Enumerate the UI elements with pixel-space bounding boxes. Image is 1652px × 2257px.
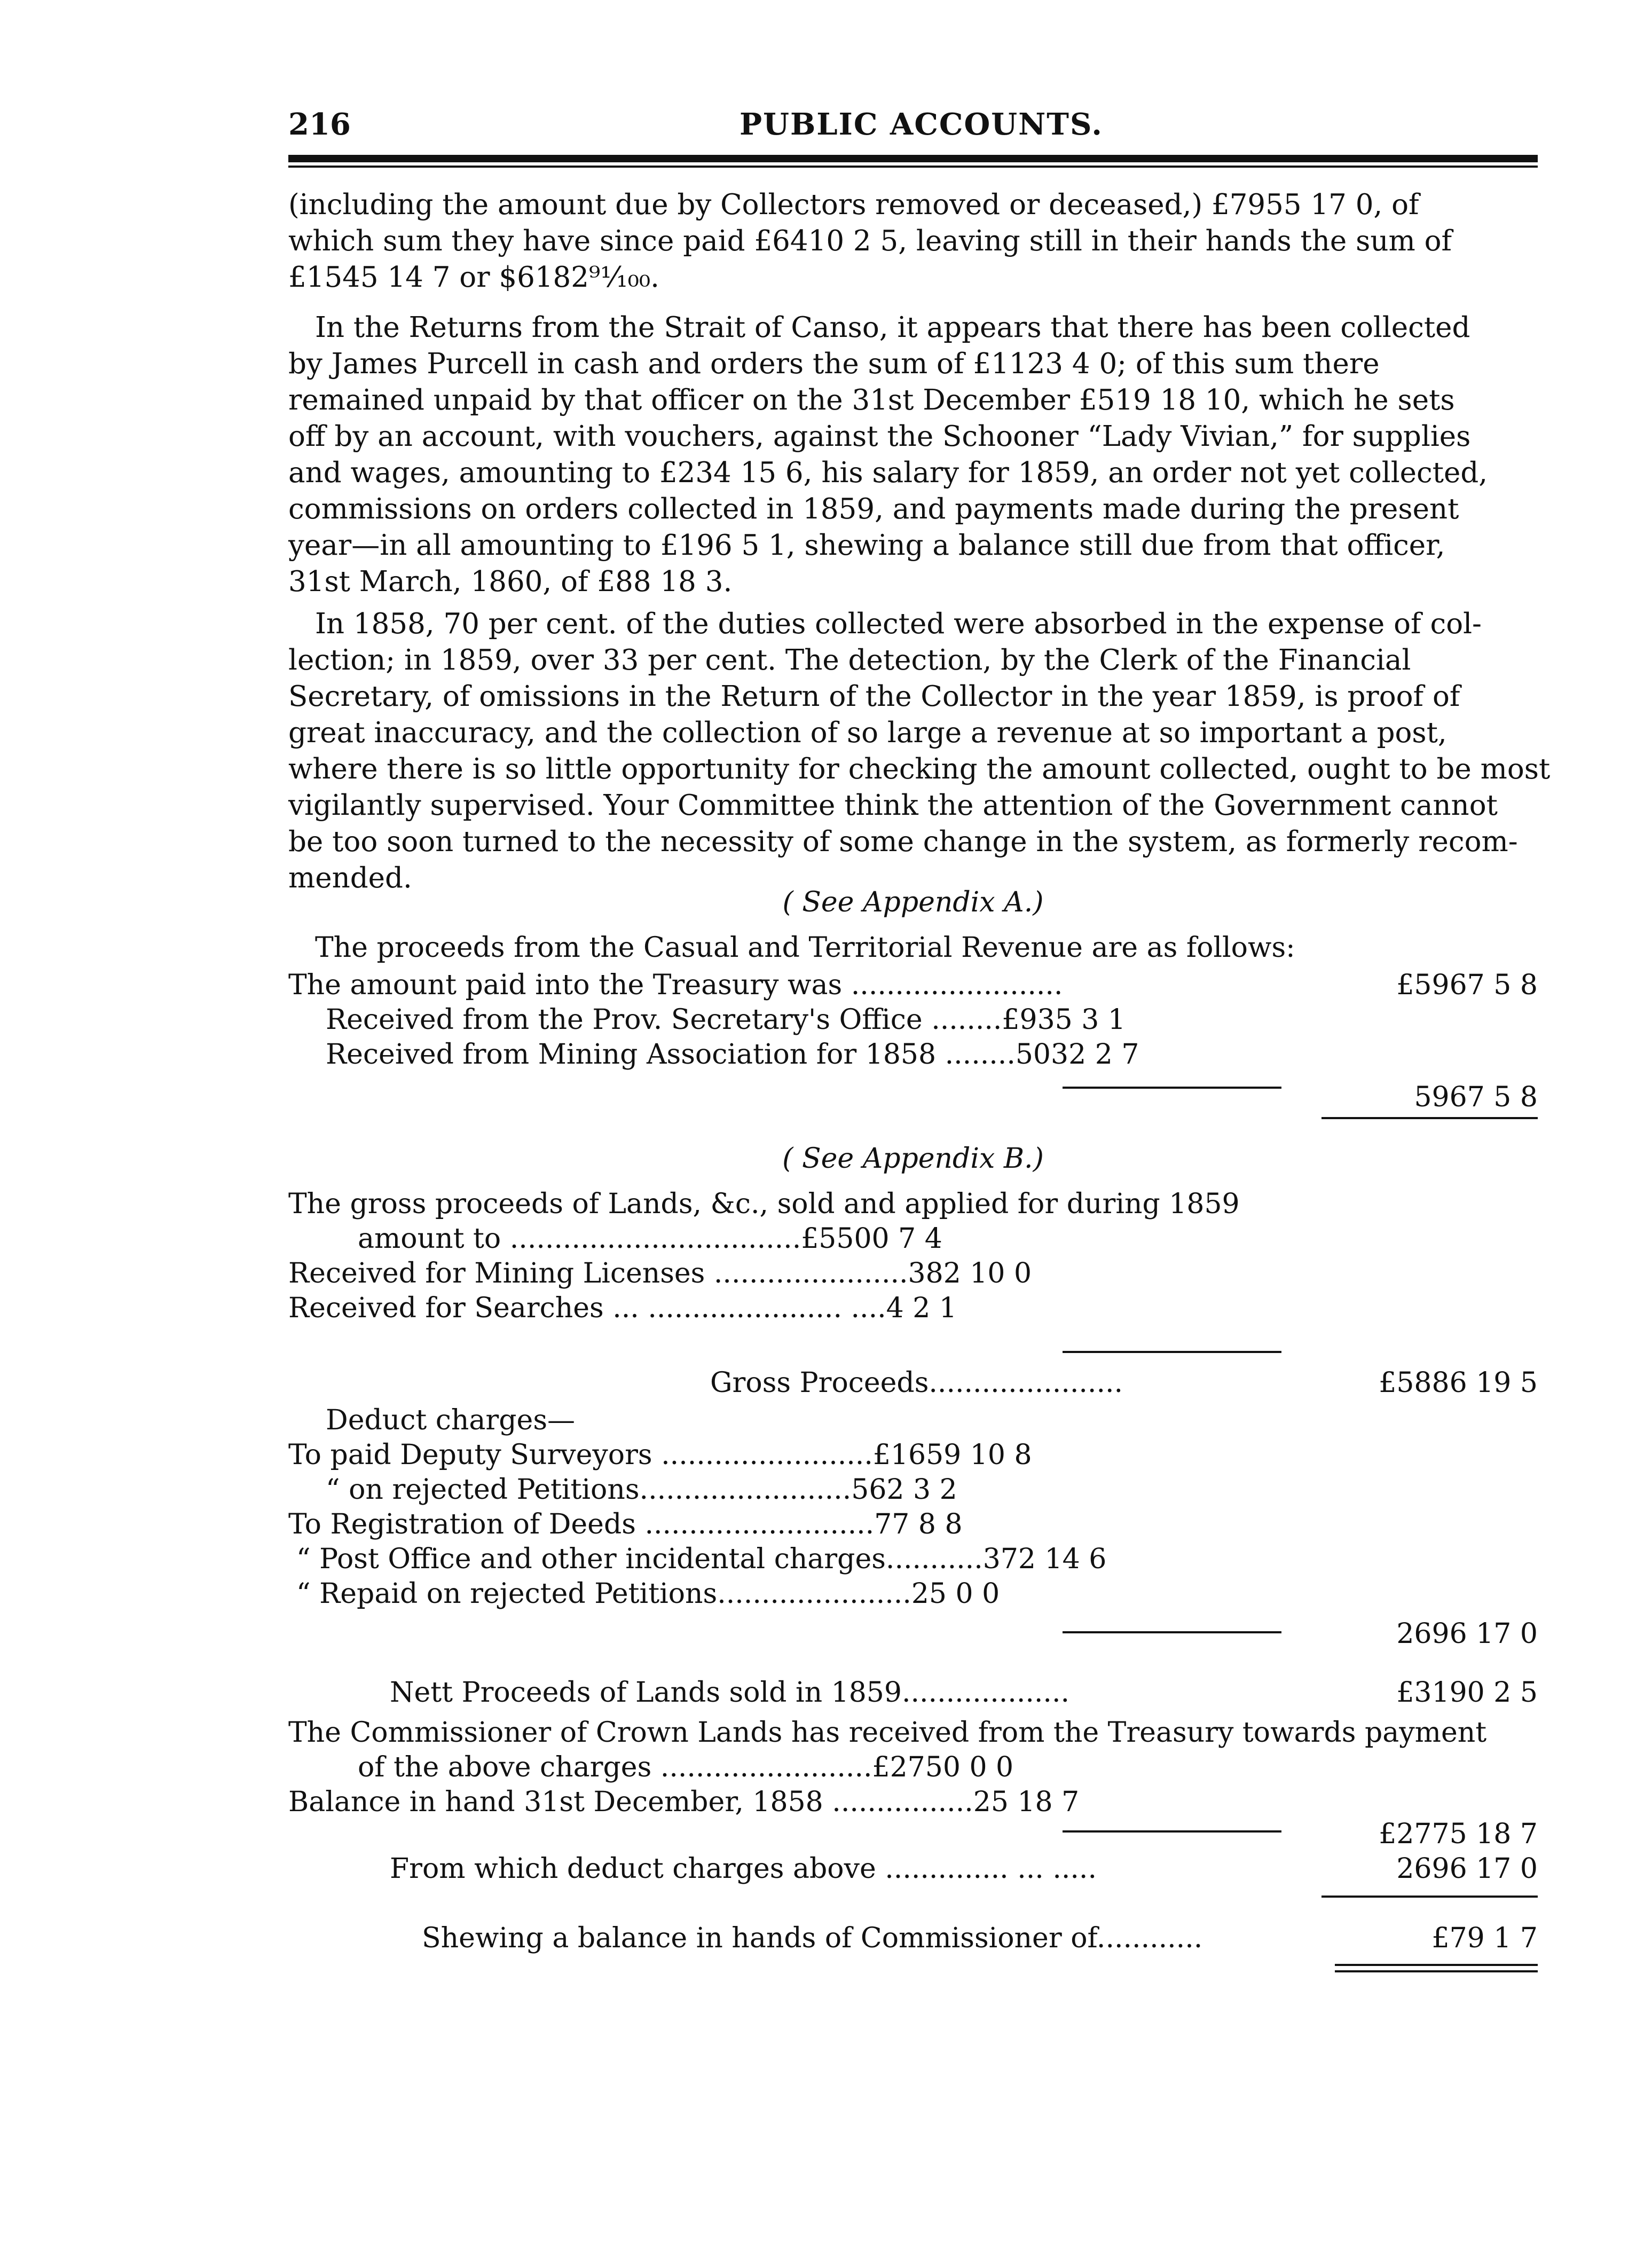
row-charge xyxy=(288,1474,1538,1510)
text-line: In the Returns from the Strait of Canso, it appears that there has been collected xyxy=(315,311,1470,344)
charge-label: “ Post Office and other incidental charges...........372 14 6 xyxy=(296,1543,1107,1575)
commissioner-subtotal: £2775 18 7 xyxy=(1379,1818,1538,1850)
above-charges-label: of the above charges ........................£2750 0 0 xyxy=(358,1751,1014,1783)
row-charges-total xyxy=(288,1618,1538,1654)
row-treasury xyxy=(288,969,1538,1005)
paragraph-canso xyxy=(288,310,1538,600)
row-shewing-balance xyxy=(288,1922,1538,1959)
treasury-label: The amount paid into the Treasury was ........................ xyxy=(288,969,1063,1001)
text-line: where there is so little opportunity for checking the amount collected, ought to be most xyxy=(288,753,1551,785)
casual-total: 5967 5 8 xyxy=(1414,1081,1538,1113)
text-line: which sum they have since paid £6410 2 5, leaving still in their hands the sum of xyxy=(288,225,1452,257)
mining-licenses-label: Received for Mining Licenses ......................382 10 0 xyxy=(288,1257,1032,1289)
paragraph-duties xyxy=(288,606,1551,896)
text-line: year—in all amounting to £196 5 1, shewing a balance still due from that officer, xyxy=(288,529,1445,562)
rule-casual-total xyxy=(1321,1117,1538,1119)
gross-proceeds-amount: £5886 19 5 xyxy=(1379,1367,1538,1399)
row-gross-proceeds xyxy=(288,1367,1538,1403)
text-line: (including the amount due by Collectors removed or deceased,) £7955 17 0, of xyxy=(288,188,1419,221)
paragraph-collectors xyxy=(288,187,1538,296)
text-line: be too soon turned to the necessity of some change in the system, as formerly recom- xyxy=(288,825,1518,858)
deduct-above-label: From which deduct charges above .............. ... ..... xyxy=(390,1853,1097,1885)
page-number: 216 xyxy=(288,107,351,142)
searches-label: Received for Searches ... ...................... ....4 2 1 xyxy=(288,1292,957,1324)
row-deduct-charges xyxy=(288,1404,1538,1441)
charge-label: To Registration of Deeds ..........................77 8 8 xyxy=(288,1508,963,1540)
casual-intro xyxy=(288,932,1538,968)
text-line: vigilantly supervised. Your Committee think the attention of the Government cannot xyxy=(288,789,1498,822)
row-charge xyxy=(288,1508,1538,1545)
row-charge xyxy=(288,1578,1538,1614)
text-line: great inaccuracy, and the collection of so large a revenue at so important a post, xyxy=(288,717,1447,749)
row-balance-in-hand xyxy=(288,1786,1538,1822)
nett-proceeds-label: Nett Proceeds of Lands sold in 1859................... xyxy=(390,1677,1070,1709)
text-line: remained unpaid by that officer on the 31st December £519 18 10, which he sets xyxy=(288,384,1455,416)
charge-label: “ Repaid on rejected Petitions......................25 0 0 xyxy=(296,1578,1000,1610)
text-line: lection; in 1859, over 33 per cent. The detection, by the Clerk of the Financial xyxy=(288,644,1411,677)
balance-in-hand-label: Balance in hand 31st December, 1858 ................25 18 7 xyxy=(288,1786,1080,1818)
row-deduct-above xyxy=(288,1853,1538,1889)
row-above-charges xyxy=(288,1751,1538,1788)
text-line: commissions on orders collected in 1859, and payments made during the present xyxy=(288,493,1459,525)
nett-proceeds-amount: £3190 2 5 xyxy=(1396,1677,1538,1709)
header-rule-thin xyxy=(288,166,1538,168)
commissioner-intro-label: The Commissioner of Crown Lands has received from the Treasury towards payment xyxy=(288,1717,1487,1749)
row-commissioner-intro xyxy=(288,1717,1538,1753)
text-line: 31st March, 1860, of £88 18 3. xyxy=(288,565,733,598)
page-title: PUBLIC ACCOUNTS. xyxy=(740,107,1103,142)
row-mining-licenses xyxy=(288,1257,1538,1294)
charge-label: To paid Deputy Surveyors ........................£1659 10 8 xyxy=(288,1439,1032,1471)
mining-association-label: Received from Mining Association for 1858 ........5032 2 7 xyxy=(326,1039,1139,1071)
row-commissioner-subtotal xyxy=(288,1818,1538,1854)
gross-intro-label: The gross proceeds of Lands, &c., sold and applied for during 1859 xyxy=(288,1188,1240,1220)
row-charge xyxy=(288,1543,1538,1579)
shewing-balance-label: Shewing a balance in hands of Commissioner of............ xyxy=(422,1922,1203,1954)
text-line: by James Purcell in cash and orders the sum of £1123 4 0; of this sum there xyxy=(288,348,1380,380)
rule-final-double-lower xyxy=(1335,1970,1538,1972)
text-line: mended. xyxy=(288,862,412,894)
gross-amount-to-label: amount to .................................£5500 7 4 xyxy=(358,1223,942,1255)
text-line: and wages, amounting to £234 15 6, his salary for 1859, an order not yet collected, xyxy=(288,457,1488,489)
row-gross-amount-to xyxy=(288,1223,1538,1259)
page-header xyxy=(288,107,1538,144)
casual-intro-text: The proceeds from the Casual and Territorial Revenue are as follows: xyxy=(315,932,1295,964)
gross-proceeds-label: Gross Proceeds...................... xyxy=(710,1367,1123,1399)
row-prov-secretary xyxy=(288,1004,1538,1040)
row-casual-total xyxy=(288,1081,1538,1118)
charge-label: “ on rejected Petitions........................562 3 2 xyxy=(326,1474,957,1506)
appendix-b-reference: ( See Appendix B.) xyxy=(782,1143,1044,1175)
deduct-above-amount: 2696 17 0 xyxy=(1396,1853,1538,1885)
row-gross-proceeds-intro xyxy=(288,1188,1538,1224)
prov-secretary-label: Received from the Prov. Secretary's Office ........£935 3 1 xyxy=(326,1004,1126,1036)
row-searches xyxy=(288,1292,1538,1328)
header-rule-thick xyxy=(288,155,1538,162)
text-line: off by an account, with vouchers, against the Schooner “Lady Vivian,” for supplies xyxy=(288,420,1471,453)
treasury-amount: £5967 5 8 xyxy=(1396,969,1538,1001)
appendix-a-reference: ( See Appendix A.) xyxy=(782,886,1044,918)
rule-lands-mid xyxy=(1063,1351,1281,1353)
text-line: In 1858, 70 per cent. of the duties collected were absorbed in the expense of col- xyxy=(315,608,1482,640)
charges-total: 2696 17 0 xyxy=(1396,1618,1538,1650)
shewing-balance-amount: £79 1 7 xyxy=(1431,1922,1538,1954)
deduct-charges-label: Deduct charges— xyxy=(326,1404,576,1436)
rule-deduct-total xyxy=(1321,1896,1538,1898)
row-mining-association xyxy=(288,1039,1538,1075)
row-nett-proceeds xyxy=(288,1677,1538,1713)
row-charge xyxy=(288,1439,1538,1475)
text-line: £1545 14 7 or $6182⁹¹⁄₁₀₀. xyxy=(288,261,659,294)
rule-final-double-upper xyxy=(1335,1964,1538,1966)
text-line: Secretary, of omissions in the Return of the Collector in the year 1859, is proof of xyxy=(288,680,1460,713)
